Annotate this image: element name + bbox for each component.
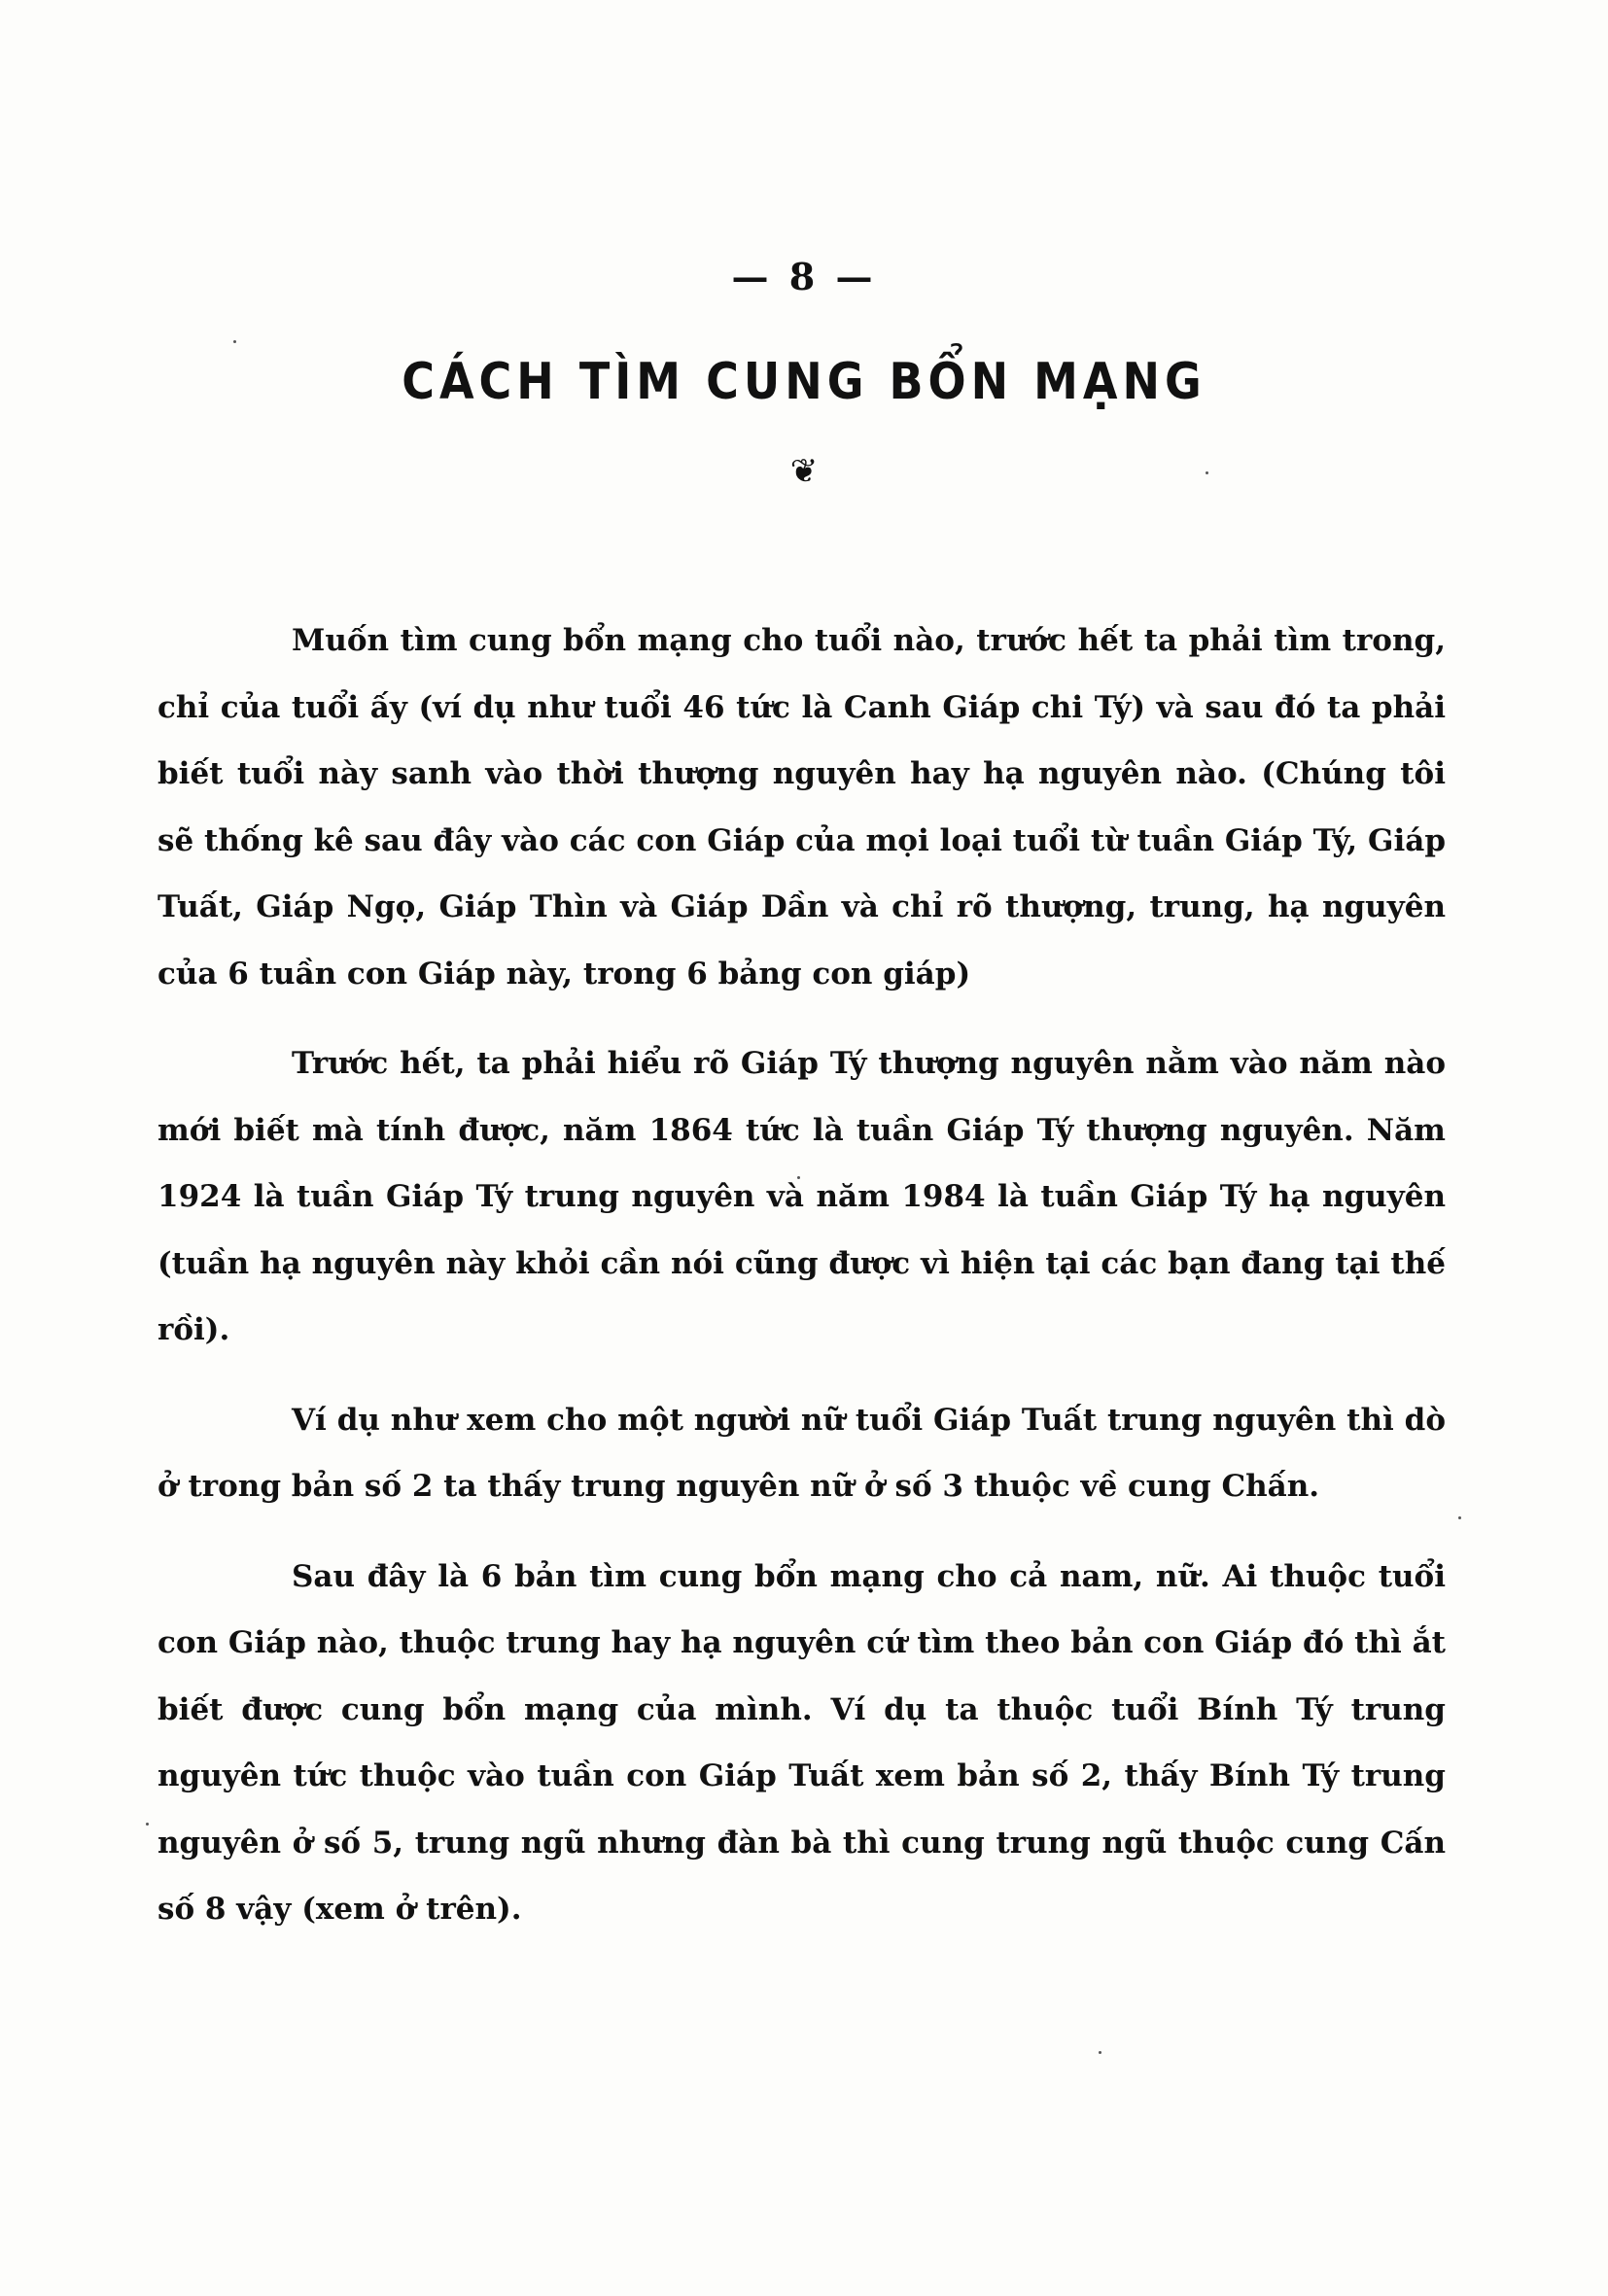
paragraph-2: Trước hết, ta phải hiểu rõ Giáp Tý thượng nguyên nằm vào năm nào mới biết mà tính được, năm 1864 tức là tuần Giáp Tý thượng nguyên. Năm 1924 là tuần Giáp Tý trung nguyên và năm 1984 là tuần Giáp Tý hạ nguyên (tuần hạ nguyên này khỏi cần nói cũng được vì hiện tại các bạn đang tại thế rồi). bbox=[157, 1046, 1446, 1347]
page-title: CÁCH TÌM CUNG BỔN MẠNG bbox=[402, 351, 1206, 411]
scan-speck bbox=[1458, 1516, 1461, 1519]
paragraph-4: Sau đây là 6 bản tìm cung bổn mạng cho cả nam, nữ. Ai thuộc tuổi con Giáp nào, thuộc trung hay hạ nguyên cứ tìm theo bản con Giáp đó thì ắt biết được cung bổn mạng của mình. Ví dụ ta thuộc tuổi Bính Tý trung nguyên tức thuộc vào tuần con Giáp Tuất xem bản số 2, thấy Bính Tý trung nguyên ở số 5, trung ngũ nhưng đàn bà thì cung trung ngũ thuộc cung Cấn số 8 vậy (xem ở trên). bbox=[157, 1558, 1446, 1927]
scan-speck bbox=[146, 1823, 149, 1826]
scan-speck bbox=[1099, 2051, 1101, 2054]
body-text bbox=[157, 608, 1446, 1966]
ornament-icon: ❦ bbox=[789, 452, 819, 491]
paragraph-3: Ví dụ như xem cho một người nữ tuổi Giáp Tuất trung nguyên thì dò ở trong bản số 2 ta thấy trung nguyên nữ ở số 3 thuộc về cung Chấn. bbox=[157, 1402, 1446, 1504]
scan-speck bbox=[233, 340, 236, 343]
paragraph-1: Muốn tìm cung bổn mạng cho tuổi nào, trước hết ta phải tìm trong, chỉ của tuổi ấy (ví dụ như tuổi 46 tức là Canh Giáp chi Tý) và sau đó ta phải biết tuổi này sanh vào thời thượng nguyên hay hạ nguyên nào. (Chúng tôi sẽ thống kê sau đây vào các con Giáp của mọi loại tuổi từ tuần Giáp Tý, Giáp Tuất, Giáp Ngọ, Giáp Thìn và Giáp Dần và chỉ rõ thượng, trung, hạ nguyên của 6 tuần con Giáp này, trong 6 bảng con giáp) bbox=[157, 623, 1446, 991]
page-number: — 8 — bbox=[731, 255, 877, 298]
scan-speck bbox=[1206, 471, 1208, 474]
scan-speck bbox=[797, 1176, 800, 1179]
